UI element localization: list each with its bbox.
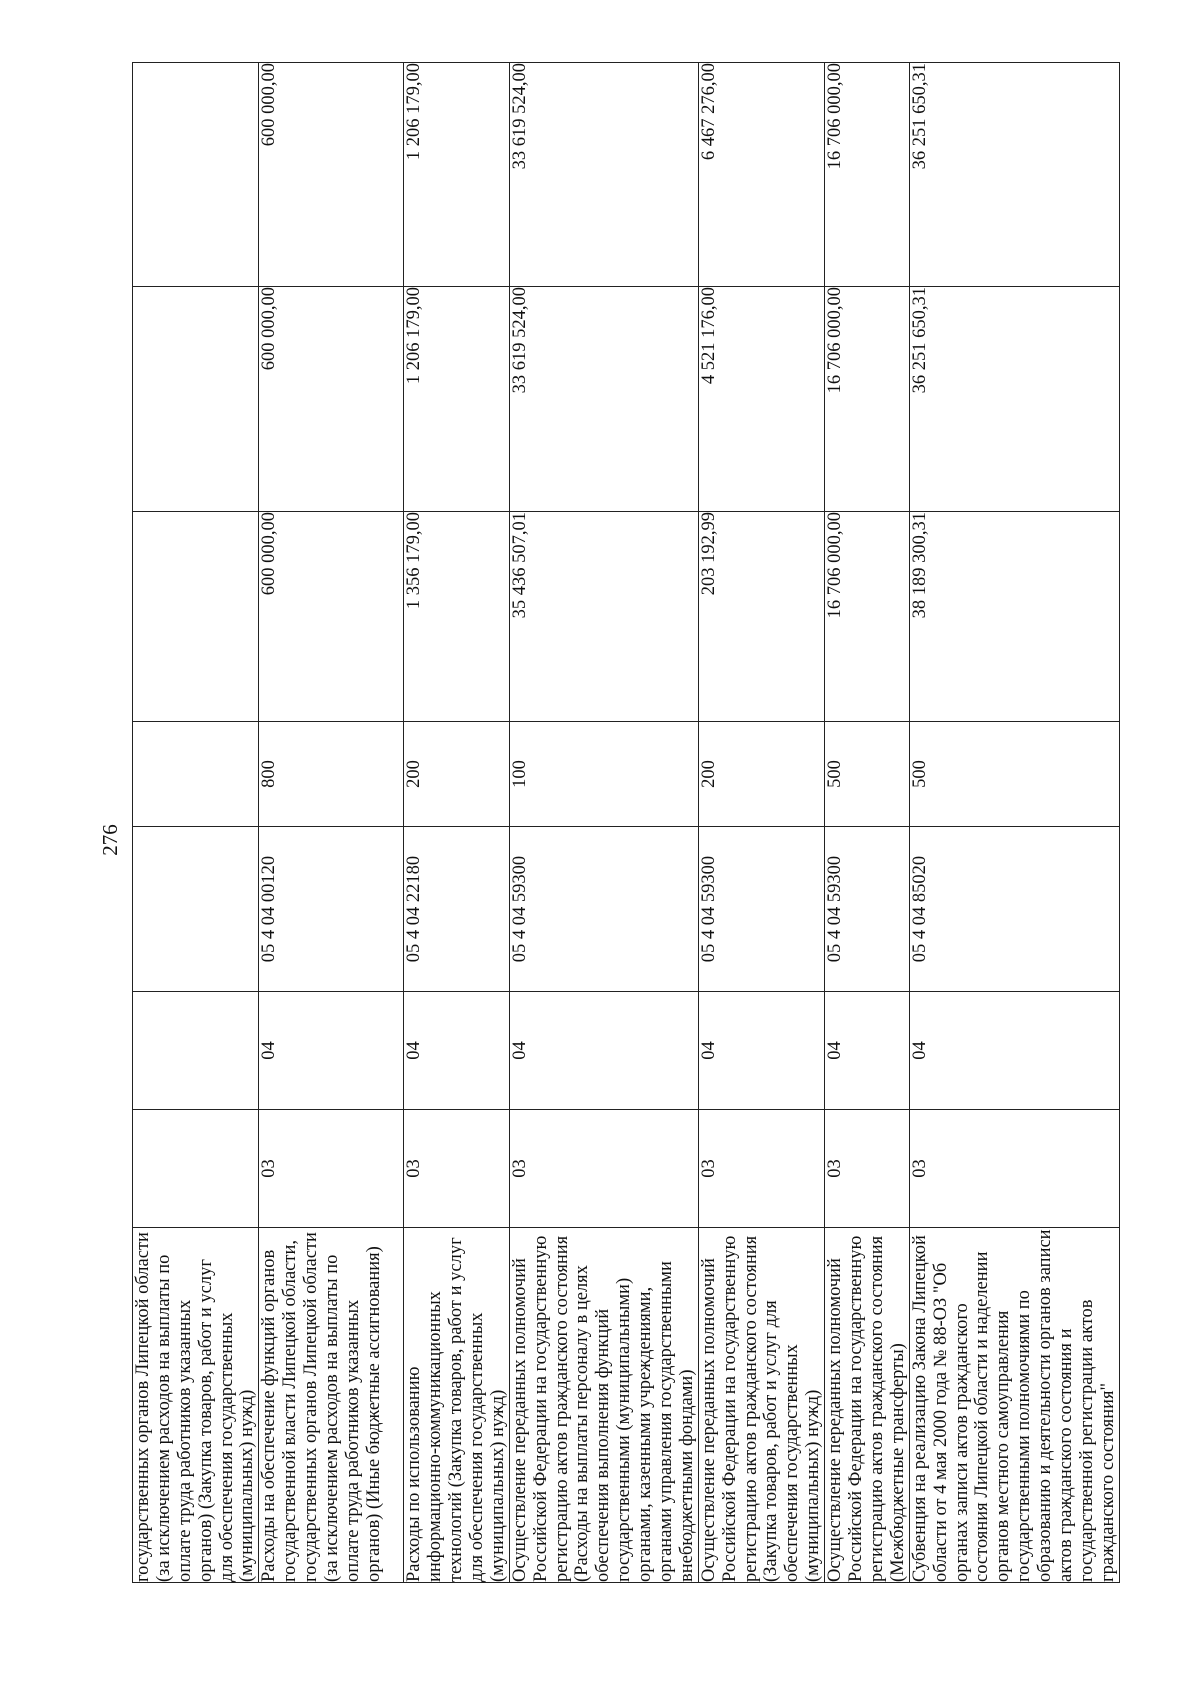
- amount-year-2: 16 706 000,00: [825, 287, 910, 512]
- amount-year-3: 36 251 650,31: [909, 63, 1119, 287]
- row-description: Осуществление переданных полномочий Российской Федерации на государственную регистрацию актов гражданского состояния (Расходы на выплаты персоналу в целях обеспечения выполнения функций государственными (муниципальными) органами, казенными учреждениями, органами управления государственными внебюджетными фондами): [509, 1228, 698, 1583]
- expense-type-code: 800: [259, 722, 404, 827]
- rotated-table-container: [132, 63, 1118, 1583]
- expense-type-code: 200: [404, 722, 509, 827]
- section-code: 03: [404, 1110, 509, 1228]
- target-item-code: [133, 827, 259, 992]
- amount-year-1: 35 436 507,01: [509, 512, 698, 722]
- amount-year-1: 600 000,00: [259, 512, 404, 722]
- amount-year-2: 33 619 524,00: [509, 287, 698, 512]
- subsection-code: [133, 992, 259, 1110]
- section-code: 03: [909, 1110, 1119, 1228]
- subsection-code: 04: [909, 992, 1119, 1110]
- amount-year-2: 1 206 179,00: [404, 287, 509, 512]
- amount-year-3: 16 706 000,00: [825, 63, 910, 287]
- target-item-code: 05 4 04 59300: [509, 827, 698, 992]
- section-code: 03: [698, 1110, 824, 1228]
- amount-year-2: 36 251 650,31: [909, 287, 1119, 512]
- amount-year-2: 4 521 176,00: [698, 287, 824, 512]
- table-row: [698, 63, 824, 1583]
- amount-year-3: [133, 63, 259, 287]
- target-item-code: 05 4 04 59300: [825, 827, 910, 992]
- table-row: [404, 63, 509, 1583]
- amount-year-2: 600 000,00: [259, 287, 404, 512]
- subsection-code: 04: [404, 992, 509, 1110]
- amount-year-3: 6 467 276,00: [698, 63, 824, 287]
- subsection-code: 04: [825, 992, 910, 1110]
- section-code: 03: [825, 1110, 910, 1228]
- budget-table: [132, 62, 1120, 1583]
- amount-year-3: 1 206 179,00: [404, 63, 509, 287]
- row-description: государственных органов Липецкой области (за исключением расходов на выплаты по оплате труда работников указанных органов) (Закупка товаров, работ и услуг для обеспечения государственных (муниципальных) нужд): [133, 1228, 259, 1583]
- row-description: Расходы по использованию информационно-коммуникационных технологий (Закупка товаров, работ и услуг для обеспечения государственных (муниципальных) нужд): [404, 1228, 509, 1583]
- amount-year-2: [133, 287, 259, 512]
- expense-type-code: 100: [509, 722, 698, 827]
- row-description: Осуществление переданных полномочий Российской Федерации на государственную регистрацию актов гражданского состояния (Межбюджетные трансферты): [825, 1228, 910, 1583]
- expense-type-code: 500: [909, 722, 1119, 827]
- row-description: Субвенция на реализацию Закона Липецкой области от 4 мая 2000 года № 88-ОЗ "Об органах записи актов гражданского состояния Липецкой области и наделении органов местного самоуправления государственными полномочиями по образованию и деятельности органов записи актов гражданского состояния и государственной регистрации актов гражданского состояния": [909, 1229, 1118, 1582]
- amount-year-1: [133, 512, 259, 722]
- amount-year-1: 38 189 300,31: [909, 512, 1119, 722]
- table-row: [259, 63, 404, 1583]
- subsection-code: 04: [259, 992, 404, 1110]
- subsection-code: 04: [509, 992, 698, 1110]
- target-item-code: 05 4 04 00120: [259, 827, 404, 992]
- expense-type-code: [133, 722, 259, 827]
- target-item-code: 05 4 04 85020: [909, 827, 1119, 992]
- amount-year-3: 600 000,00: [259, 63, 404, 287]
- expense-type-code: 500: [825, 722, 910, 827]
- section-code: 03: [509, 1110, 698, 1228]
- table-row: [909, 63, 1119, 1583]
- target-item-code: 05 4 04 22180: [404, 827, 509, 992]
- table-body: [133, 63, 1120, 1583]
- subsection-code: 04: [698, 992, 824, 1110]
- target-item-code: 05 4 04 59300: [698, 827, 824, 992]
- section-code: 03: [259, 1110, 404, 1228]
- amount-year-1: 203 192,99: [698, 512, 824, 722]
- amount-year-3: 33 619 524,00: [509, 63, 698, 287]
- table-row: [133, 63, 259, 1583]
- expense-type-code: 200: [698, 722, 824, 827]
- table-row: [825, 63, 910, 1583]
- amount-year-1: 1 356 179,00: [404, 512, 509, 722]
- row-description: Осуществление переданных полномочий Российской Федерации на государственную регистрацию актов гражданского состояния (Закупка товаров, работ и услуг для обеспечения государственных (муниципальных) нужд): [698, 1228, 824, 1583]
- section-code: [133, 1110, 259, 1228]
- row-description: Расходы на обеспечение функций органов государственной власти Липецкой области, государственных органов Липецкой области (за исключением расходов на выплаты по оплате труда работников указанных органов) (Иные бюджетные ассигнования): [259, 1228, 404, 1583]
- amount-year-1: 16 706 000,00: [825, 512, 910, 722]
- table-row: [509, 63, 698, 1583]
- page-number: 276: [98, 824, 122, 856]
